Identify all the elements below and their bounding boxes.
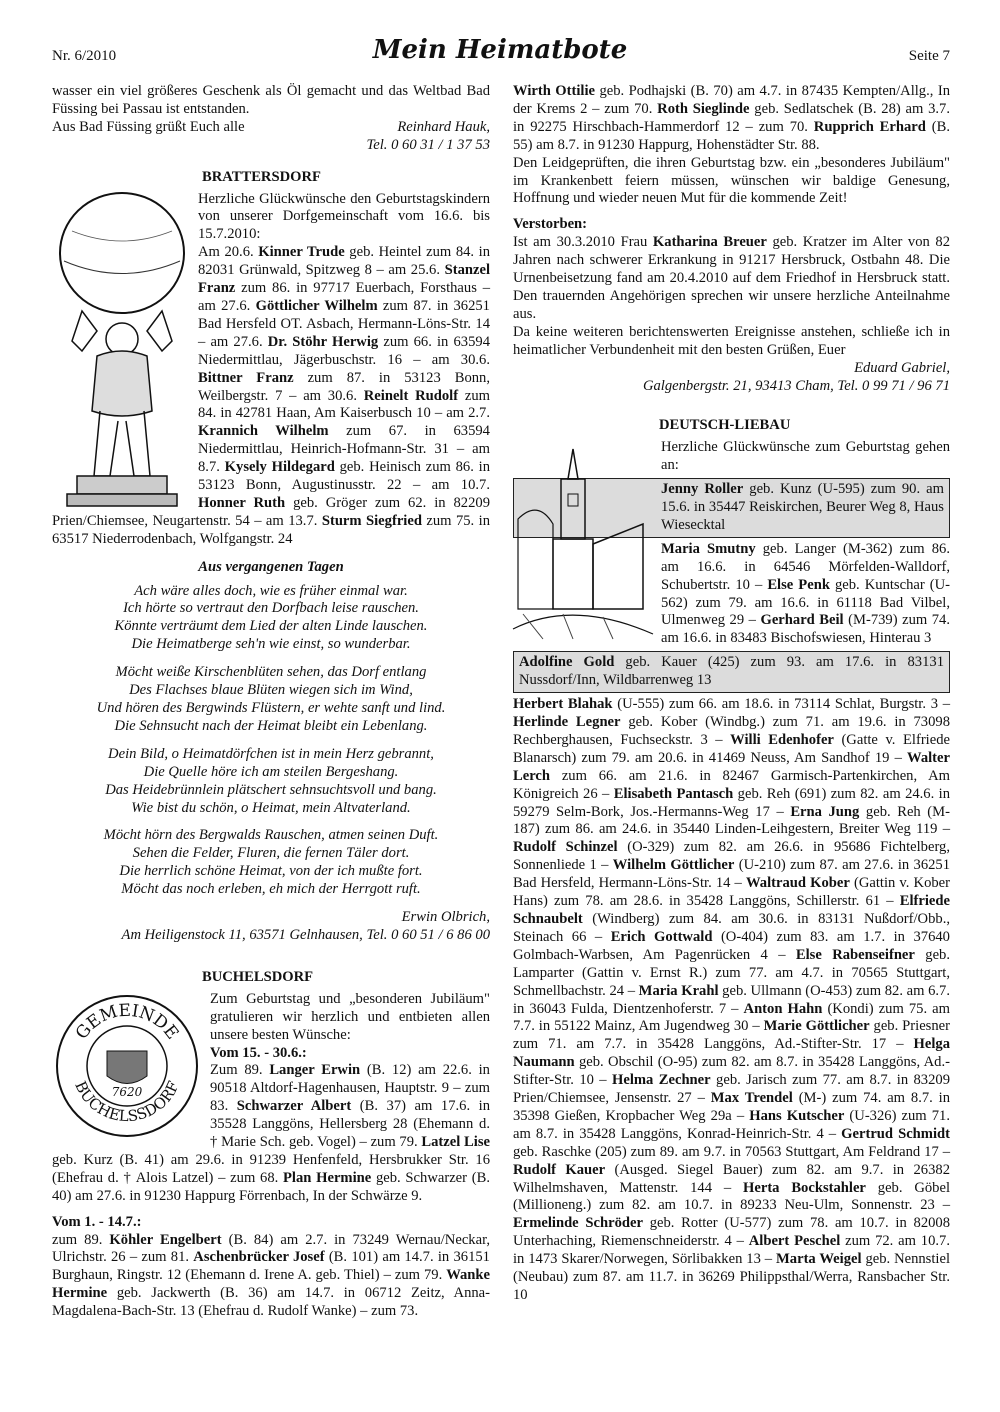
person-name: Roth Sieglinde [657,100,750,117]
poem-line: Die Quelle höre ich am steilen Bergeshang. [143,763,399,780]
person-name: Anton Hahn [743,1000,823,1017]
gemeinde-stamp-image [52,991,202,1141]
person-name: Walter Lerch [513,749,950,784]
person-name: Wirth Ottilie [513,83,596,99]
person-name: Kysely Hildegard [224,459,335,476]
highlight-box-2: Adolfine Gold geb. Kauer (425) zum 93. am 17.6. in 83131 Nussdorf/Inn, Wildbarrenweg 13 [513,651,950,693]
person-name: Helga Naumann [513,1036,950,1071]
poem-author-address: Am Heiligenstock 11, 63571 Gelnhausen, Tel. 0 60 51 / 6 86 00 [121,926,490,943]
right-column [513,83,950,1305]
person-name: Gertrud Schmidt [841,1125,950,1142]
buchelsdorf-entries-2: zum 89. Köhler Engelbert (B. 84) am 2.7. in 73249 Wernau/Neckar, Ulrichstr. 26 – zum 81. Aschenbrücker Josef (B. 101) am 14.7. in 36151 Burghaun, Ringstr. 12 (Ehemann d. Irene A. geb. Thiel) – zum 79. Wanke Hermine geb. Jackwerth (B. 36) am 14.7. in 06712 Zeitz, Anna-Magdalena-Bach-Str. 13 (Ehefrau d. Rudolf Wanke) – zum 73. [52,1231,490,1320]
person-name: Maria Smutny [661,540,756,557]
person-name: Latzel Lise [421,1134,490,1151]
poem-line: Möcht hörn des Bergwalds Rauschen, atmen seinen Duft. [103,827,439,844]
person-name: Else Penk [767,576,830,593]
person-name: Honner Ruth [198,494,286,511]
closing-paragraph: Da keine weiteren berichtenswerten Ereignisse anstehen, schließe ich in heimatlicher Verbundenheit mit den besten Grüßen, Euer [513,323,950,358]
person-name: Willi Edenhofer [730,731,834,748]
poem-line: Möcht weiße Kirschenblüten sehen, das Dorf entlang [115,664,427,681]
person-name: Erna Jung [790,803,860,820]
person-name: Waltraud Kober [745,875,850,892]
deutsch-liebau-entries-a: Maria Smutny geb. Langer (M-362) zum 86. am 16.6. in 64546 Mörfelden-Walldorf, Schubertstr. 10 – Else Penk geb. Kuntschar (U-562) zum 79. am 16.6. in 61118 Bad Vilbel, Ulmenweg 29 – Gerhard Beil (M-739) zum 74. am 16.6. in 83483 Bischofswiesen, Hinterau 3 [661,540,951,647]
section-title-brattersdorf: BRATTERSDORF [202,168,321,185]
person-name: Max Trendel [710,1090,793,1107]
person-name: Elisabeth Pantasch [613,785,734,802]
person-name: Rudolf Schinzel [513,839,618,856]
intro-paragraph: wasser ein viel größeres Geschenk als Öl gemacht und das Weltbad Bad Füssing bei Passau ist entstanden. [52,83,490,117]
buchelsdorf-intro: Zum Geburtstag und „besonderen Jubiläum" gratulieren wir herzlich und entbieten allen unsere besten Wünsche: [210,990,490,1043]
person-name: Wilhelm Göttlicher [612,857,735,874]
person-name: Herbert Blahak [513,696,613,713]
person-name: Wanke Hermine [52,1267,490,1302]
poem-line: Wie bist du schön, o Heimat, mein Altvaterland. [131,799,411,816]
poem-line: Das Heidebrünnlein plätschert sehnsuchtsvoll und bang. [105,781,437,798]
poem-line: Die Heimatberge seh'n wie einst, so wunderbar. [131,636,411,653]
person-name: Elfriede Schnaubelt [513,893,950,927]
person-name: Hans Kutscher [749,1107,845,1124]
section-title-buchelsdorf: BUCHELSDORF [202,968,314,985]
wishes-paragraph: Den Leidgeprüften, die ihren Geburtstag bzw. ein „besonderes Jubiläum" im Krankenbett feiern müssen, wünschen wir baldige Genesung, Hoffnung und wieder neuen Mut für die kommende Zeit! [513,154,950,207]
poem-line: Die Sehnsucht nach der Heimat bleibt ein Lebenlang. [114,717,428,734]
masthead-logo [372,30,628,66]
atlas-statue-illustration [52,191,190,513]
poem-stanza [52,583,490,655]
poem-stanza [52,664,490,736]
poem-title: Aus vergangenen Tagen [198,558,344,575]
person-name: Dr. Stöhr Herwig [267,333,379,350]
signature-name: Reinhard Hauk, [397,118,490,135]
person-name: Maria Krahl [638,982,719,999]
poem-line: Die herrlich schöne Heimat, von der ich mußte fort. [119,863,423,880]
deceased-paragraph: Ist am 30.3.2010 Frau Katharina Breuer geb. Kratzer im Alter von 82 Jahren nach schwerer Erkrankung in 91217 Hersbruck, Ostbahn 48. Die Urnenbeisetzung fand am 20.4.2010 auf dem Friedhof in Hersbruck statt. Den trauernden Angehörigen sprechen wir unsere herzliche Anteilnahme aus. [513,234,950,322]
svg-text:Mein Heimatbote: Mein Heimatbote [372,35,628,65]
person-name: Erich Gottwald [610,928,713,945]
deceased-label: Verstorben: [513,216,588,233]
signature-tel: Tel. 0 60 31 / 1 37 53 [366,136,490,153]
poem-line: Ach wäre alles doch, wie es früher einmal war. [134,582,408,599]
section-title-deutsch-liebau: DEUTSCH-LIEBAU [659,417,791,434]
person-name: Göttlicher Wilhelm [255,297,378,314]
person-name: Marta Weigel [776,1251,862,1268]
deutsch-liebau-entries-b: Herbert Blahak (U-555) zum 66. am 18.6. in 73114 Schlat, Burgstr. 3 – Herlinde Legner geb. Kober (Windbg.) zum 71. am 19.6. in 73098 Rechberghausen, Fuchseckstr. 3 – Willi Edenhofer (Gatte v. Elfriede Blanarsch) zum 79. am 20.6. in 41469 Neuss, Am Sandhof 19 – Walter Lerch zum 66. am 21.6. in 82467 Garmisch-Partenkirchen, Am Königreich 26 – Elisabeth Pantasch geb. Reh (691) zum 82. am 24.6. in 59279 Selm-Bork, Jos.-Hermanns-Weg 17 – Erna Jung geb. Reh (M-187) zum 86. am 24.6. in 35440 Linden-Leihgestern, Breiter Weg 119 – Rudolf Schinzel (O-329) zum 82. am 26.6. in 95686 Fichtelberg, Sonnenliede 1 – Wilhelm Göttlicher (U-210) zum 87. am 27.6. in 36251 Bad Hersfeld, Hermann-Löns-Str. 14 – Waltraud Kober (Gattin v. Kober Hans) zum 78. am 28.6. in 35428 Langgöns, Schillerstr. 61 – Elfriede Schnaubelt (Windberg) zum 84. am 30.6. in 83131 Nußdorf/Obb., Steinach 66 – Erich Gottwald (O-404) zum 83. am 1.7. in 37640 Golmbach-Warbsen, Am Pagenrücken 4 – Else Rabenseifner geb. Lamparter (Gattin v. Ernst R.) zum 77. am 4.7. in 70565 Stuttgart, Schmellbachstr. 24 – Maria Krahl geb. Ullmann (O-453) zum 82. am 6.7. in 36043 Fulda, Dientzenhoferstr. 7 – Anton Hahn (Kondi) zum 75. am 7.7. in 55122 Mainz, Am Jugendweg 30 – Marie Göttlicher geb. Priesner zum 71. am 7.7. in 35428 Langgöns, Ad.-Stifter-Str. 17 – Helga Naumann geb. Obschil (O-95) zum 82. am 8.7. in 35428 Langgöns, Ad.-Stifter-Str. 10 – Helma Zechner geb. Jarisch zum 77. am 8.7. in 83209 Prien/Chiemsee, Jensenstr. 27 – Max Trendel (M-) zum 74. am 8.7. in 35398 Gießen, Kropbacher Weg 29a – Hans Kutscher (U-326) zum 71. am 8.7. in 35428 Langgöns, Konrad-Heinrich-Str. 4 – Gertrud Schmidt geb. Raschke (205) zum 89. am 9.7. in 70563 Stuttgart, Am Feldrand 17 – Rudolf Kauer (Ausged. Siegel Bauer) zum 82. am 9.7. in 26382 Wilhelmshaven, Mattenstr. 144 – Herta Bockstahler geb. Göbel (Millioneng.) zum 82. am 10.7. in 89233 Neu-Ulm, Sonnenstr. 23 – Ermelinde Schröder geb. Rotter (U-577) zum 78. am 10.7. in 82008 Unterhaching, Riemenschneiderstr. 4 – Albert Peschel zum 72. am 10.7. in 1473 Skarer/Norwegen, Sörlibakken 13 – Marta Weigel geb. Nennstiel (Neubau) zum 87. am 11.7. in 36269 Philippsthal/Werra, Ransbacher Str. 10 [513,696,951,1303]
person-name: Helma Zechner [612,1072,711,1089]
right-top-entries: Wirth Ottilie geb. Podhajski (B. 70) am 4.7. in 87435 Kempten/Allg., In der Krems 2 – zum 70. Roth Sieglinde geb. Sedlatschek (B. 28) am 3.7. in 92275 Hirschbach-Hammerdorf 12 – zum 70. Rupprich Erhard (B. 55) am 8.7. in 91230 Happurg, Hohenstädter Str. 88. [513,83,950,153]
person-name: Bittner Franz [198,369,294,386]
svg-text:7620: 7620 [111,1084,143,1099]
highlight-box-1: Jenny Roller geb. Kunz (U-595) zum 90. am 15.6. in 35447 Reiskirchen, Beurer Weg 8, Haus Wiesecktal [513,478,950,538]
person-name: Gerhard Beil [760,612,844,629]
poem-stanza [52,827,490,899]
poem-stanza [52,746,490,818]
deutsch-liebau-intro: Herzliche Glückwünsche zum Geburtstag gehen an: [661,439,950,474]
person-name: Schwarzer Albert [236,1098,352,1115]
person-name: Sturm Siegfried [321,512,422,529]
person-name: Langer Erwin [269,1062,361,1079]
poem-line: Ich hörte so vertraut den Dorfbach leise rauschen. [123,600,419,617]
poem-line: Möcht das noch erleben, eh mich der Herrgott ruft. [121,881,421,898]
poem-line: Dein Bild, o Heimatdörfchen ist in mein Herz gebrannt, [108,745,434,762]
poem [52,583,490,900]
church-sketch-illustration [513,439,653,639]
person-name: Aschenbrücker Josef [193,1249,325,1266]
person-name: Köhler Engelbert [109,1231,222,1248]
buchelsdorf-entries-1: Zum 89. Langer Erwin (B. 12) am 22.6. in 90518 Altdorf-Hagenhausen, Hauptstr. 9 – zum 83. Schwarzer Albert (B. 37) am 17.6. in 35528 Langgöns, Hellersberg 28 (Ehemann d. † Marie Sch. geb. Vogel) – zum 79. Latzel Lise geb. Kurz (B. 41) am 29.6. in 91239 Henfenfeld, Hersbrukker Str. 16 (Ehefrau d. † Alois Latzel) – zum 68. Plan Hermine geb. Schwarzer (B. 40) am 27.6. in 91230 Happurg Förrenbach, In der Schwärze 9. [52,1062,490,1204]
greeting: Aus Bad Füssing grüßt Euch alle [52,118,245,135]
person-name: Rupprich Erhard [813,118,926,135]
page-number: Seite 7 [908,48,950,64]
signature-name-2: Eduard Gabriel, [854,359,950,376]
period-1-label: Vom 15. - 30.6.: [210,1044,307,1061]
person-name: Albert Peschel [748,1233,841,1250]
brattersdorf-intro: Herzliche Glückwünsche den Geburtstagskindern von unserer Dorfgemeinschaft vom 16.6. bis 15.7.2010: [198,190,490,243]
period-2-label: Vom 1. - 14.7.: [52,1213,142,1230]
person-name: Kinner Trude [258,244,345,261]
person-name: Reinelt Rudolf [363,387,459,404]
poem-line: Könnte verträumt dem Lied der alten Linde lauschen. [114,618,428,635]
poem-author: Erwin Olbrich, [401,909,490,926]
poem-line: Und hören des Bergwinds Flüstern, er wehte sanft und lind. [96,700,446,716]
issue-number: Nr. 6/2010 [52,48,117,64]
signature-address-2: Galgenbergstr. 21, 93413 Cham, Tel. 0 99 71 / 96 71 [642,377,950,394]
poem-line: Sehen die Felder, Fluren, die fernen Täler dort. [132,845,410,862]
person-name: Plan Hermine [283,1169,372,1186]
person-name: Rudolf Kauer [513,1161,606,1178]
person-name: Herta Bockstahler [743,1179,866,1196]
person-name: Stanzel Franz [198,262,490,297]
person-name: Ermelinde Schröder [513,1215,643,1232]
person-name: Else Rabenseifner [795,946,915,963]
brattersdorf-entries: Am 20.6. Kinner Trude geb. Heintel zum 84. in 82031 Grünwald, Spitzweg 8 – am 25.6. Stanzel Franz zum 86. in 97717 Euerbach, Forsthaus – am 27.6. Göttlicher Wilhelm zum 87. in 36251 Bad Hersfeld OT. Asbach, Hermann-Löns-Str. 14 – am 27.6. Dr. Stöhr Herwig zum 66. in 63594 Niedermittlau, Jägerbuschstr. 16 – am 30.6. Bittner Franz zum 87. in 53123 Bonn, Weilbergstr. 7 – am 30.6. Reinelt Rudolf zum 84. in 42781 Haan, Am Kaiserbusch 10 – am 2.7. Krannich Wilhelm zum 67. in 63594 Niedermittlau, Heinrich-Hofmann-Str. 31 – am 8.7. Kysely Hildegard geb. Heinisch zum 86. in 53123 Bonn, Augustinusstr. 22 – am 10.7. Honner Ruth geb. Gröger zum 62. in 82209 Prien/Chiemsee, Neugartenstr. 54 – am 13.7. Sturm Siegfried zum 75. in 63517 Niederrodenbach, Wolfgangstr. 24 [52,244,491,547]
deceased-name: Katharina Breuer [652,234,767,251]
person-name: Herlinde Legner [513,714,621,730]
person-name: Krannich Wilhelm [198,423,329,440]
poem-line: Des Flachses blaue Blüten wiegen sich im Wind, [129,682,413,699]
svg-text:GEMEINDE: GEMEINDE [71,1000,183,1044]
left-column [52,83,490,1321]
person-name: Marie Göttlicher [763,1018,870,1035]
svg-text:BUCHELSSDORF: BUCHELSSDORF [71,1078,183,1125]
